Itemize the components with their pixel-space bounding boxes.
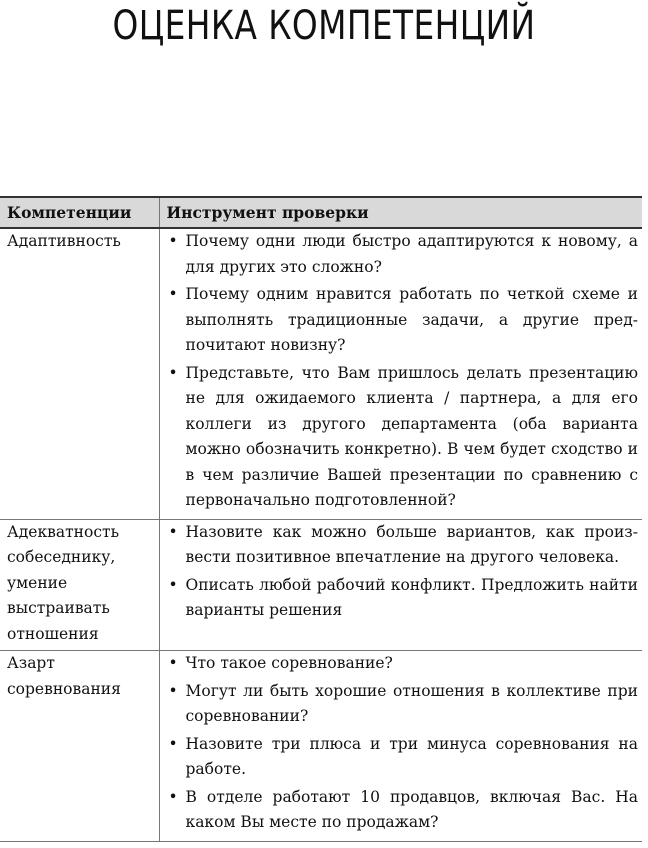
table-row: [0, 228, 642, 519]
list-item: • Что такое соревнование?: [167, 651, 639, 677]
competency-name: Адаптивность: [7, 232, 121, 250]
list-item: • Могут ли быть хорошие отношения в коллективе при соревновании?: [167, 679, 639, 730]
question-list: [167, 520, 639, 624]
header-check-tool: Инструмент проверки: [159, 197, 642, 228]
competency-cell: [0, 228, 159, 519]
table-row: [0, 651, 642, 842]
competency-name: Азарт соревнования: [7, 654, 121, 698]
check-tool-cell: [159, 519, 642, 651]
list-item: • В отделе работают 10 продавцов, включая Вас. На каком Вы месте по продажам?: [167, 785, 639, 836]
table-row: [0, 519, 642, 651]
competency-cell: [0, 651, 159, 842]
competency-table: [0, 196, 642, 842]
list-item: • Назовите как можно больше вариантов, как произвести позитивное впечатление на другого человека.: [167, 520, 639, 571]
competency-cell: [0, 519, 159, 651]
table-header-row: [0, 197, 642, 228]
check-tool-cell: [159, 651, 642, 842]
list-item: • Назовите три плюса и три минуса соревнования на работе.: [167, 732, 639, 783]
list-item: • Почему одни люди быстро адаптируются к новому, а для других это сложно?: [167, 229, 639, 280]
check-tool-cell: [159, 228, 642, 519]
page-title: ОЦЕНКА КОМПЕТЕНЦИЙ: [112, 3, 536, 49]
list-item: • Почему одним нравится работать по четкой схеме и выполнять традиционные задачи, а другие предпочитают новизну?: [167, 282, 639, 359]
list-item: • Представьте, что Вам пришлось делать презентацию не для ожидаемого клиента / партнера, а для его коллеги из другого департамента (оба варианта можно обозначить конкретно). В чем будет сходство и в чем различие Вашей презентации по сравнению с первоначально подготовленной?: [167, 361, 639, 514]
list-item: • Описать любой рабочий конфликт. Предложить найти варианты решения: [167, 573, 639, 624]
competency-name: Адекватность собеседнику, умение выстраивать отношения: [7, 522, 120, 643]
question-list: [167, 651, 639, 836]
header-competencies: Компетенции: [0, 197, 159, 228]
question-list: [167, 229, 639, 514]
